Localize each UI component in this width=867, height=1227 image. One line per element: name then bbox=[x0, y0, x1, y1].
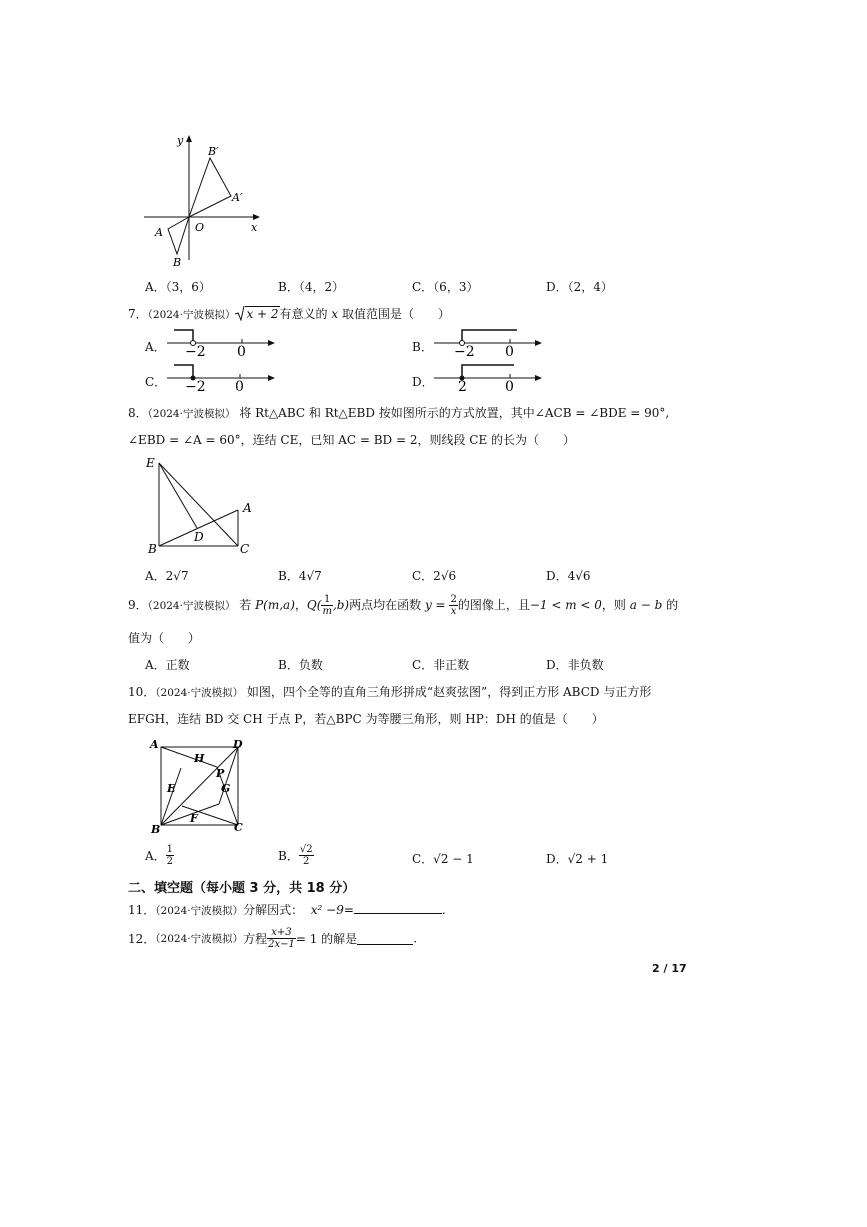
q12-fraction: $\frac{x+3}{2x-1}$ bbox=[268, 927, 295, 950]
label-y: y bbox=[177, 134, 184, 147]
page-number: 2 / 17 bbox=[652, 962, 687, 975]
q9-option-a: A．正数 bbox=[145, 658, 190, 672]
q7-radical bbox=[235, 307, 279, 321]
q7-number-line-d bbox=[432, 360, 544, 396]
triangle-oa-prime-b-prime bbox=[189, 158, 231, 217]
label-x: x bbox=[251, 221, 258, 234]
q10-stem-line1: 10．（2024·宁波模拟） 如图，四个全等的直角三角形拼成“赵爽弦图”，得到正方形 ABCD 与正方形 bbox=[128, 685, 652, 699]
x-axis-arrow bbox=[253, 214, 260, 220]
q9-option-d: D．非负数 bbox=[546, 658, 604, 672]
tick-label: 0 bbox=[505, 344, 514, 360]
q10-number: 10． bbox=[128, 685, 156, 699]
q8-stem-line2: ∠EBD = ∠A = 60°，连结 CE，已知 AC = BD = 2，则线段 CE 的长为（ ） bbox=[128, 433, 576, 447]
q7-number-line-a bbox=[165, 325, 277, 361]
q12-answer-blank[interactable] bbox=[357, 932, 413, 945]
q9-stem-line2: 值为（ ） bbox=[128, 631, 201, 645]
label-e: E bbox=[167, 782, 176, 795]
q7-number-line-b bbox=[432, 325, 544, 361]
q7-text-a: 有意义的 bbox=[279, 307, 328, 321]
tick-label: 2 bbox=[458, 379, 467, 395]
q6-option-a: A．（3，6） bbox=[145, 280, 211, 294]
q7-option-a-label: A． bbox=[145, 340, 166, 354]
q11-answer-blank[interactable] bbox=[354, 901, 442, 914]
q7-variable: x bbox=[331, 307, 339, 321]
q11-expression: x² −9= bbox=[310, 903, 354, 917]
label-e: E bbox=[146, 456, 155, 470]
label-a: A bbox=[155, 226, 163, 239]
q7-text-b: 取值范围是（ ） bbox=[342, 307, 451, 321]
q8-text-1: 将 Rt△ABC 和 Rt△EBD 按如图所示的方式放置，其中∠ACB = ∠BDE = 90°, bbox=[239, 406, 670, 420]
label-c: C bbox=[240, 542, 250, 556]
label-c: C bbox=[234, 821, 243, 834]
q12-number: 12． bbox=[128, 932, 156, 946]
q6-option-c: C．（6，3） bbox=[412, 280, 479, 294]
label-d: D bbox=[194, 530, 204, 544]
q12-source-tag: （2024·宁波模拟） bbox=[155, 933, 244, 945]
tick-label: 0 bbox=[235, 379, 244, 395]
q9-fraction-2-over-x: $\frac{2}{x}$ bbox=[450, 594, 457, 617]
fraction-one-half: $\frac{1}{2}$ bbox=[166, 844, 174, 867]
q7-number: 7． bbox=[128, 307, 148, 321]
q11-number: 11． bbox=[128, 903, 156, 917]
section-title-fill-in: 二、填空题（每小题 3 分，共 18 分） bbox=[128, 881, 356, 896]
q8-option-c: C．2√6 bbox=[412, 569, 457, 583]
range-bracket bbox=[174, 330, 193, 343]
q10-option-b: B． $\frac{√2}{2}$ bbox=[278, 844, 313, 867]
q7-option-c-label: C． bbox=[145, 375, 167, 389]
q10-option-d: D．√2 + 1 bbox=[546, 852, 609, 866]
q10-option-a: A． $\frac{1}{2}$ bbox=[145, 844, 174, 867]
label-b-prime: B′ bbox=[208, 145, 219, 158]
label-p: P bbox=[216, 767, 225, 780]
label-f: F bbox=[190, 812, 198, 825]
q8-stem-line1 bbox=[128, 404, 669, 421]
q9-option-c: C．非正数 bbox=[412, 658, 470, 672]
tick-label: −2 bbox=[185, 344, 206, 360]
label-h: H bbox=[194, 752, 205, 765]
q11-source-tag: （2024·宁波模拟） bbox=[155, 905, 244, 917]
label-b: B bbox=[148, 542, 157, 556]
q9-stem-line1: 9．（2024·宁波模拟） 若 P(m,a)，Q( $\frac{1}{m}$ ,b)两点均在函数 y = $\frac{2}{x}$ 的图像上，且−1 < m < 0，则 a − b 的 bbox=[128, 594, 679, 617]
q7-option-b-label: B． bbox=[412, 340, 433, 354]
label-d: D bbox=[233, 738, 243, 751]
tick-label: 0 bbox=[237, 344, 246, 360]
q7-option-d-label: D． bbox=[412, 375, 434, 389]
q7-stem bbox=[128, 305, 450, 322]
range-bracket bbox=[462, 330, 517, 343]
tick-label: 0 bbox=[505, 379, 514, 395]
q8-option-b: B．4√7 bbox=[278, 569, 322, 583]
q7-source-tag: （2024·宁波模拟） bbox=[147, 309, 236, 321]
q10-source-tag: （2024·宁波模拟） bbox=[155, 687, 244, 699]
triangle-oab bbox=[168, 217, 189, 254]
q9-point-p: P(m,a) bbox=[255, 598, 295, 612]
q8-triangle-figure bbox=[140, 455, 260, 560]
q9-number: 9． bbox=[128, 598, 148, 612]
label-b: B bbox=[151, 823, 161, 836]
tick-label: −2 bbox=[454, 344, 475, 360]
q9-condition: −1 < m < 0 bbox=[529, 598, 602, 612]
sqrt-sign-icon bbox=[235, 305, 245, 321]
range-bracket bbox=[462, 365, 514, 378]
q9-option-b: B．负数 bbox=[278, 658, 323, 672]
label-a-prime: A′ bbox=[232, 191, 243, 204]
q12-stem: 12．（2024·宁波模拟）方程 $\frac{x+3}{2x-1}$ = 1 的解是 . bbox=[128, 927, 418, 950]
q8-option-a: A．2√7 bbox=[145, 569, 189, 583]
label-g: G bbox=[221, 782, 231, 795]
label-b: B bbox=[173, 256, 182, 269]
fraction-sqrt2-over-2: $\frac{√2}{2}$ bbox=[299, 844, 313, 867]
q11-stem: 11．（2024·宁波模拟）分解因式： x² −9= . bbox=[128, 903, 446, 917]
q8-number: 8． bbox=[128, 406, 148, 420]
tick-label: −2 bbox=[185, 379, 206, 395]
q8-option-d: D．4√6 bbox=[546, 569, 591, 583]
label-o: O bbox=[195, 221, 205, 234]
label-a: A bbox=[243, 501, 252, 515]
q7-number-line-c bbox=[165, 360, 277, 396]
label-a: A bbox=[150, 738, 159, 751]
q8-source-tag: （2024·宁波模拟） bbox=[147, 408, 236, 420]
y-axis-arrow bbox=[186, 135, 192, 142]
q10-option-c: C．√2 − 1 bbox=[412, 852, 474, 866]
q7-radicand: x + 2 bbox=[246, 307, 279, 321]
q10-stem-line2: EFGH，连结 BD 交 CH 于点 P，若△BPC 为等腰三角形，则 HP：DH 的值是（ ） bbox=[128, 712, 604, 726]
q9-source-tag: （2024·宁波模拟） bbox=[147, 600, 236, 612]
q6-coordinate-figure bbox=[140, 130, 270, 270]
q6-option-b: B．（4，2） bbox=[278, 280, 345, 294]
q10-zhao-shuang-figure bbox=[145, 734, 255, 838]
range-bracket bbox=[174, 365, 193, 378]
q6-option-d: D．（2，4） bbox=[546, 280, 613, 294]
q9-fraction-1-over-m: $\frac{1}{m}$ bbox=[322, 594, 332, 617]
